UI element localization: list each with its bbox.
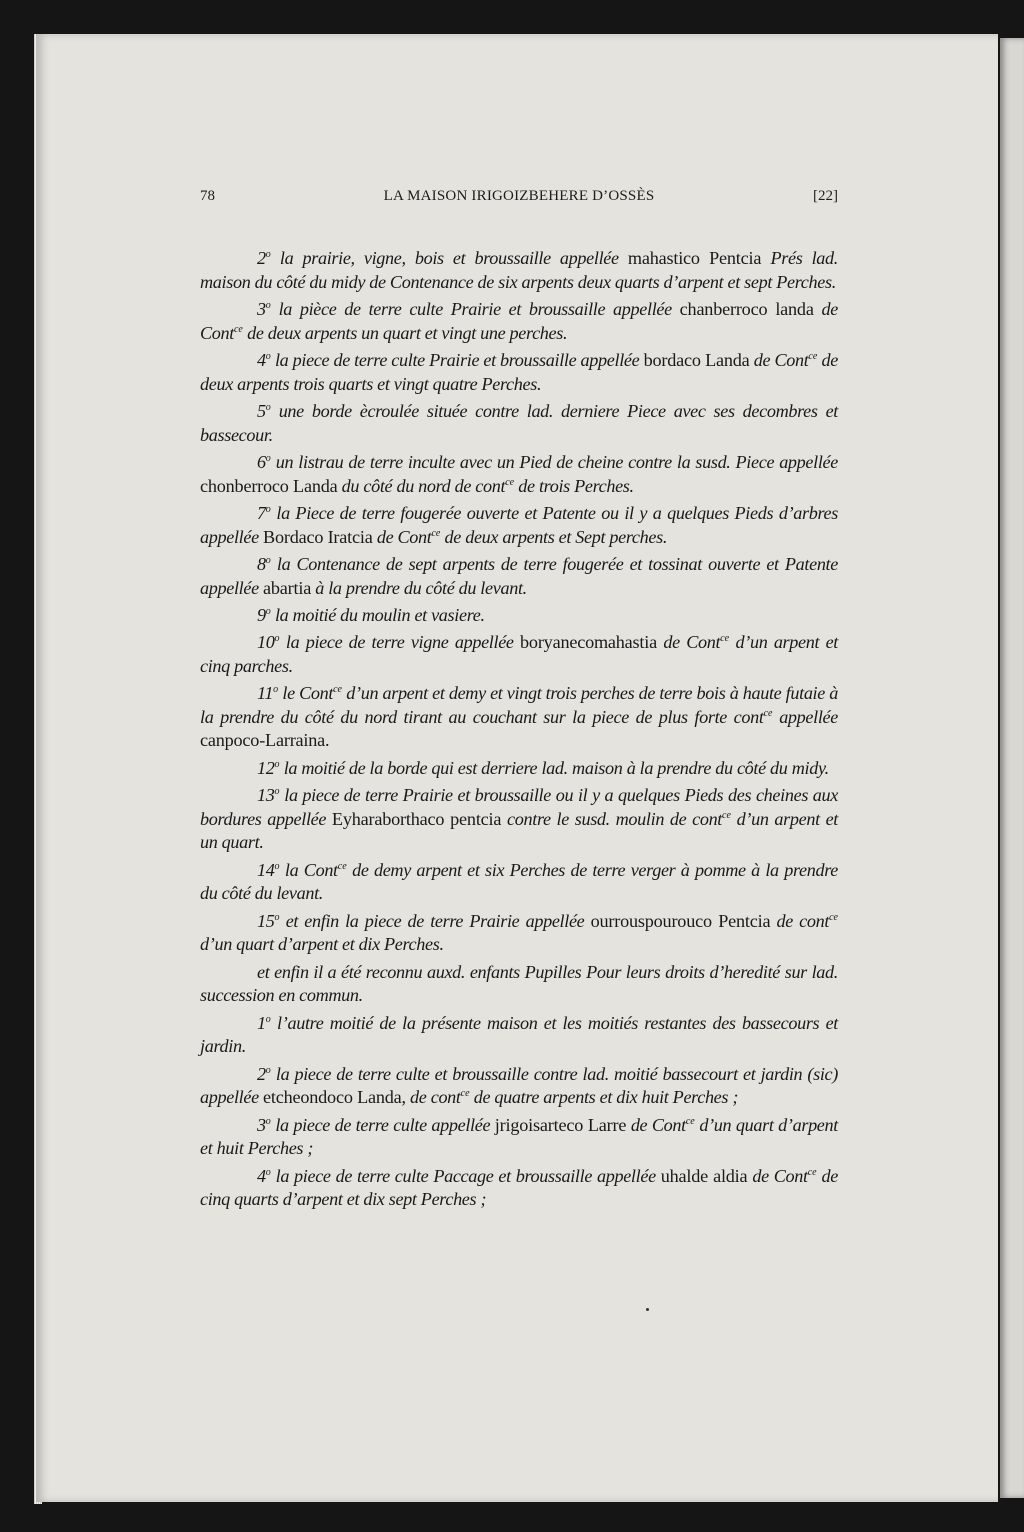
text-segment: de Cont — [372, 526, 432, 547]
text-segment: d’un quart d’arpent et huit Perches ; — [200, 1114, 838, 1159]
text-segment: 6 — [257, 451, 266, 472]
paragraph — [200, 553, 838, 600]
text-segment: l’autre moitié de la présente maison et les moitiés restantes des bassecours et jardin. — [200, 1012, 838, 1057]
text-segment: à la prendre du côté du levant. — [311, 577, 527, 598]
text-segment: la moitié du moulin et vasiere. — [270, 604, 485, 625]
text-segment: de Cont — [657, 632, 721, 653]
paragraph — [200, 1114, 838, 1161]
paragraph — [200, 1165, 838, 1212]
text-segment: de cont — [405, 1087, 461, 1108]
place-name: chonberroco Landa — [200, 475, 338, 496]
text-segment: la piece de terre culte appellée — [270, 1114, 495, 1135]
paragraph — [200, 1012, 838, 1059]
text-segment: la piece de terre culte Prairie et broussaille appellée — [270, 349, 644, 370]
text-segment: 5 — [257, 400, 266, 421]
page-number: 78 — [200, 188, 215, 204]
text-segment: du côté du nord de cont — [337, 475, 506, 496]
text-segment: de cinq quarts d’arpent et dix sept Perches ; — [200, 1165, 838, 1210]
print-speck — [646, 1308, 649, 1311]
place-name: boryanecomahastia — [520, 632, 658, 653]
superscript: ce — [431, 527, 441, 539]
place-name: chanberroco landa — [679, 298, 814, 319]
text-segment: et enfin il a été reconnu auxd. enfants Pupilles Pour leurs droits d’heredité sur lad. succession en commun. — [200, 961, 838, 1006]
text-segment: la Contenance de sept arpents de terre fougerée et tossinat ouverte et Patente appellée — [200, 553, 838, 598]
text-segment: 9 — [257, 604, 266, 625]
text-segment: la Cont — [279, 859, 338, 880]
superscript: ce — [720, 633, 730, 645]
text-segment: la piece de terre culte et broussaille contre lad. moitié bassecourt et jardin (sic) appellée — [200, 1063, 838, 1108]
running-title: LA MAISON IRIGOIZBEHERE D’OSSÈS — [383, 188, 655, 204]
superscript: ce — [829, 911, 838, 923]
text-segment: 4 — [257, 1165, 266, 1186]
text-segment: 7 — [257, 502, 266, 523]
text-segment: d’un arpent et cinq parches. — [200, 632, 838, 676]
place-name: ourrouspourouco Pentcia — [590, 910, 771, 931]
text-segment: 1 — [257, 1012, 266, 1033]
paragraph — [200, 1063, 838, 1110]
place-name: Eyharaborthaco pentcia — [331, 808, 502, 829]
text-segment: la piece de terre vigne appellée — [279, 632, 521, 653]
superscript: o — [265, 249, 271, 260]
superscript: ce — [808, 350, 818, 362]
text-segment: de trois Perches. — [514, 475, 634, 496]
text-segment: 3 — [257, 1114, 266, 1135]
text-segment: d’un quart d’arpent et dix Perches. — [200, 934, 444, 955]
place-name: abartia — [263, 577, 312, 598]
superscript: o — [265, 1115, 271, 1127]
superscript: o — [265, 554, 271, 566]
text-segment: 15 — [257, 910, 275, 931]
text-segment: 14 — [257, 859, 275, 880]
superscript: o — [265, 401, 271, 413]
text-segment: 2 — [257, 1063, 266, 1084]
paragraph — [200, 757, 838, 781]
superscript: ce — [337, 860, 347, 872]
paragraph — [200, 400, 838, 447]
paragraph — [200, 451, 838, 498]
text-segment: de deux arpents un quart et vingt une perches. — [242, 322, 568, 343]
superscript: ce — [505, 476, 515, 488]
text-segment: de Cont — [200, 298, 838, 343]
text-segment: d’un arpent et un quart. — [200, 808, 838, 853]
superscript: o — [265, 1013, 271, 1025]
text-segment: contre le susd. moulin de cont — [501, 808, 723, 829]
text-segment: de Cont — [626, 1114, 686, 1135]
text-segment: 11 — [257, 683, 274, 704]
superscript: o — [265, 605, 271, 617]
superscript: ce — [807, 1166, 817, 1178]
text-segment: 2 — [257, 248, 266, 268]
text-segment: de Cont — [749, 349, 809, 370]
text-segment: et enfin la piece de terre Prairie appellée — [279, 910, 591, 931]
paragraph — [200, 298, 838, 345]
paragraph — [200, 784, 838, 855]
place-name: etcheondoco Landa, — [263, 1087, 406, 1108]
text-segment: la pièce de terre culte Prairie et broussaille appellée — [270, 298, 680, 319]
place-name: mahastico Pentcia — [627, 248, 771, 268]
paragraph — [200, 631, 838, 678]
text-segment: de Cont — [747, 1165, 808, 1186]
place-name: jrigoisarteco Larre — [494, 1114, 627, 1135]
superscript: ce — [460, 1088, 470, 1100]
superscript: o — [274, 911, 280, 923]
text-segment: la piece de terre Prairie et broussaille ou il y a quelques Pieds des cheines aux bordures appellée — [200, 785, 838, 829]
superscript: o — [274, 758, 280, 770]
superscript: ce — [233, 323, 243, 335]
paragraph — [200, 682, 838, 753]
text-segment: 13 — [257, 785, 275, 806]
superscript: o — [265, 1064, 271, 1076]
text-segment: la Piece de terre fougerée ouverte et Patente ou il y a quelques Pieds d’arbres appellée — [200, 502, 838, 547]
text-segment: la moitié de la borde qui est derriere lad. maison à la prendre du côté du midy. — [279, 757, 829, 778]
paragraph — [200, 349, 838, 396]
superscript: o — [274, 786, 280, 798]
place-name: Bordaco Iratcia — [263, 526, 373, 547]
section-number: [22] — [813, 188, 838, 204]
paragraph — [200, 502, 838, 549]
text-segment: de deux arpents et Sept perches. — [440, 526, 668, 547]
text-segment: 10 — [257, 632, 275, 653]
superscript: ce — [763, 707, 773, 719]
text-segment: de deux arpents trois quarts et vingt quatre Perches. — [200, 349, 838, 394]
paragraph — [200, 604, 838, 628]
superscript: o — [273, 684, 279, 696]
text-segment: le Cont — [278, 683, 334, 704]
superscript: o — [274, 633, 280, 645]
superscript: o — [265, 1166, 271, 1178]
text-segment: la prairie, vigne, bois et broussaille appellée — [270, 248, 628, 268]
text-segment: de quatre arpents et dix huit Perches ; — [469, 1087, 739, 1108]
text-segment: Prés lad. maison du côté du midy de Contenance de six arpents deux quarts d’arpent et sept Perches. — [200, 248, 838, 292]
place-name: canpoco-Larraina. — [200, 730, 330, 751]
place-name: uhalde aldia — [660, 1165, 748, 1186]
text-segment: une borde ècroulée située contre lad. derniere Piece avec ses decombres et bassecour. — [200, 400, 838, 445]
place-name: bordaco Landa — [643, 349, 750, 370]
text-segment: d’un arpent et demy et vingt trois perches de terre bois à haute futaie à la prendre du côté du nord tirant au couchant sur la piece de plus forte cont — [200, 683, 839, 727]
text-segment: 4 — [257, 349, 266, 370]
superscript: o — [265, 503, 271, 515]
paragraph — [200, 961, 838, 1008]
paragraph — [200, 910, 838, 957]
paragraph — [200, 247, 838, 294]
text-segment: de demy arpent et six Perches de terre verger à pomme à la prendre du côté du levant. — [200, 859, 838, 904]
facing-page-edge — [1000, 38, 1024, 1498]
text-segment: appellée — [772, 706, 838, 727]
text-segment: la piece de terre culte Paccage et broussaille appellée — [270, 1165, 661, 1186]
paragraph — [200, 859, 838, 906]
superscript: o — [265, 350, 271, 362]
text-segment: un listrau de terre inculte avec un Pied de cheine contre la susd. Piece appellée — [270, 451, 838, 472]
text-segment: de cont — [770, 910, 830, 931]
superscript: o — [265, 299, 271, 311]
superscript: ce — [722, 809, 731, 821]
superscript: o — [265, 452, 271, 464]
running-header — [200, 188, 838, 210]
superscript: ce — [685, 1115, 695, 1127]
text-segment: 12 — [257, 757, 275, 778]
text-segment: 8 — [257, 553, 266, 574]
superscript: ce — [333, 684, 342, 696]
text-segment: 3 — [257, 298, 266, 319]
page-body-text — [200, 247, 838, 1216]
superscript: o — [274, 860, 280, 872]
